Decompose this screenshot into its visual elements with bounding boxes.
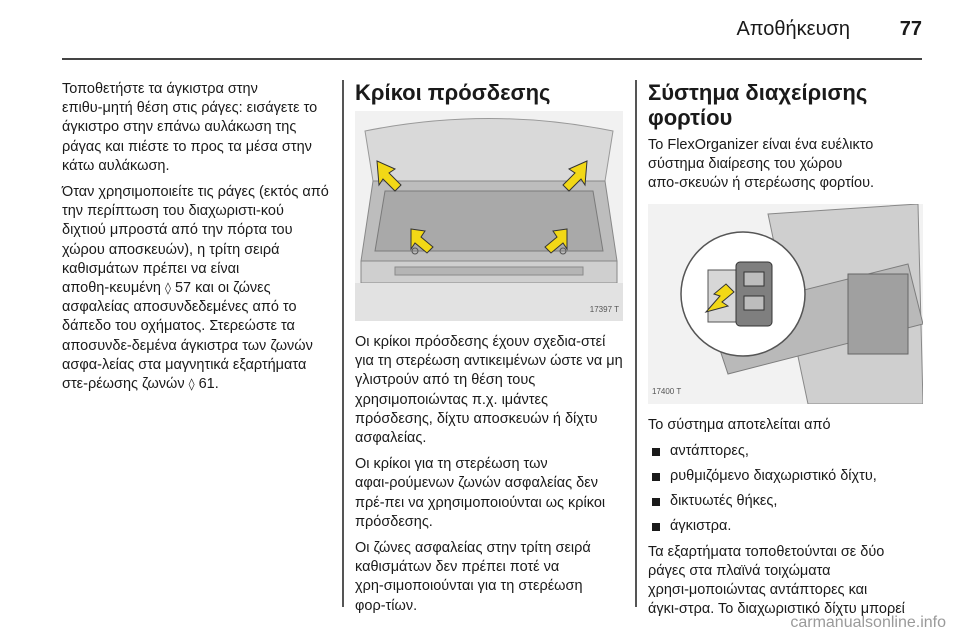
bullet-icon bbox=[652, 498, 660, 506]
page-header bbox=[0, 0, 960, 58]
paragraph: Οι κρίκοι για τη στερέωση των αφαι‑ρούμενων ζωνών ασφαλείας δεν πρέ‑πει να χρησιμοποιούνται ως κρίκοι πρόσδεσης. bbox=[355, 456, 606, 530]
paragraph: Τα εξαρτήματα τοποθετούνται σε δύο ράγες στα πλαϊνά τοιχώματα χρησι‑μοποιώντας αντάπτορες και άγκι‑στρα. Το διαχωριστικό δίχτυ μπορεί bbox=[648, 543, 905, 618]
page-reference[interactable]: 61 bbox=[198, 376, 215, 393]
paragraph: Οι κρίκοι πρόσδεσης έχουν σχεδια‑στεί για τη στερέωση αντικειμένων ώστε να μη γλιστρούν από τη θέση τους χρησιμοποιώντας π.χ. ιμάντες πρόσδεσης, δίχτυ αποσκευών ή δίχτυ ασφαλείας. bbox=[355, 334, 623, 447]
figure-label: 17397 T bbox=[589, 304, 619, 314]
figure-flexorganizer bbox=[648, 204, 923, 404]
paragraph: Το σύστημα αποτελείται από bbox=[648, 416, 831, 433]
cargo-area-illustration bbox=[355, 111, 623, 321]
section-title: Αποθήκευση bbox=[736, 18, 850, 40]
watermark: carmanualsonline.info bbox=[790, 614, 946, 631]
paragraph: Το FlexOrganizer είναι ένα ευέλικτο σύστημα διαίρεσης του χώρου απο‑σκευών ή στερέωσης φορτίου. bbox=[648, 137, 875, 192]
bullet-icon bbox=[652, 448, 660, 456]
section-heading: Σύστημα διαχείρισης φορτίου bbox=[648, 80, 868, 130]
header-rule bbox=[62, 58, 922, 60]
bullet-icon bbox=[652, 523, 660, 531]
column-2 bbox=[355, 80, 623, 623]
page-number: 77 bbox=[899, 18, 922, 40]
page-reference[interactable]: 57 bbox=[174, 280, 192, 297]
bullet-icon bbox=[652, 473, 660, 481]
column-divider-1 bbox=[342, 80, 344, 607]
list-item: δικτυωτές θήκες, bbox=[648, 492, 923, 511]
column-3 bbox=[648, 80, 923, 626]
reference-icon: ◊ bbox=[188, 377, 195, 392]
component-list bbox=[648, 442, 923, 537]
paragraph-text: και οι ζώνες ασφαλείας αποσυνδεδεμένες από το δάπεδο του οχήματος. Στερεώστε τα αποσυνδε‑δεμένα άγκιστρα των ζωνών ασφα‑λείας στα μαγνητικά εξαρτήματα στε‑ρέωσης ζωνών bbox=[62, 280, 313, 393]
paragraph: Όταν χρησιμοποιείτε τις ράγες (εκτός από την περίπτωση του διαχωριστι‑κού διχτιού μπροστά από την πόρτα του χώρου αποσκευών), η τρίτη σειρά καθισμάτων πρέπει να είναι αποθη‑κευμένη ◊ 57 και οι ζώνες ασφαλείας αποσυνδεδεμένες από το δάπεδο του οχήματος. Στερεώστε τα αποσυνδε‑δεμένα άγκιστρα των ζωνών ασφα‑λείας στα μαγνητικά εξαρτήματα στε‑ρέωσης ζωνών ◊ 61. bbox=[62, 184, 329, 393]
reference-icon: ◊ bbox=[165, 281, 171, 296]
paragraph-text: Όταν χρησιμοποιείτε τις ράγες (εκτός από την περίπτωση του διαχωριστι‑κού διχτιού μπροστά από την πόρτα του χώρου αποσκευών), η τρίτη σειρά καθισμάτων πρέπει να είναι αποθη‑κευμένη bbox=[62, 184, 329, 297]
list-item: ρυθμιζόμενο διαχωριστικό δίχτυ, bbox=[648, 467, 923, 486]
list-item: αντάπτορες, bbox=[648, 442, 923, 461]
paragraph: Οι ζώνες ασφαλείας στην τρίτη σειρά καθισμάτων δεν πρέπει ποτέ να χρη‑σιμοποιούνται για τη στερέωση φορ‑τίων. bbox=[355, 540, 591, 614]
column-divider-2 bbox=[635, 80, 637, 607]
figure-label: 17400 T bbox=[652, 387, 682, 397]
flexorganizer-illustration bbox=[648, 204, 923, 404]
list-item: άγκιστρα. bbox=[648, 517, 923, 536]
column-1 bbox=[62, 80, 330, 401]
paragraph: Τοποθετήστε τα άγκιστρα στην επιθυ‑μητή θέση στις ράγες: εισάγετε το άγκιστρο στην επάνω αυλάκωση της ράγας και πιέστε το προς τα μέσα στην κάτω αυλάκωση. bbox=[62, 81, 318, 174]
figure-tie-down-rings bbox=[355, 111, 623, 321]
section-heading: Κρίκοι πρόσδεσης bbox=[355, 80, 551, 105]
